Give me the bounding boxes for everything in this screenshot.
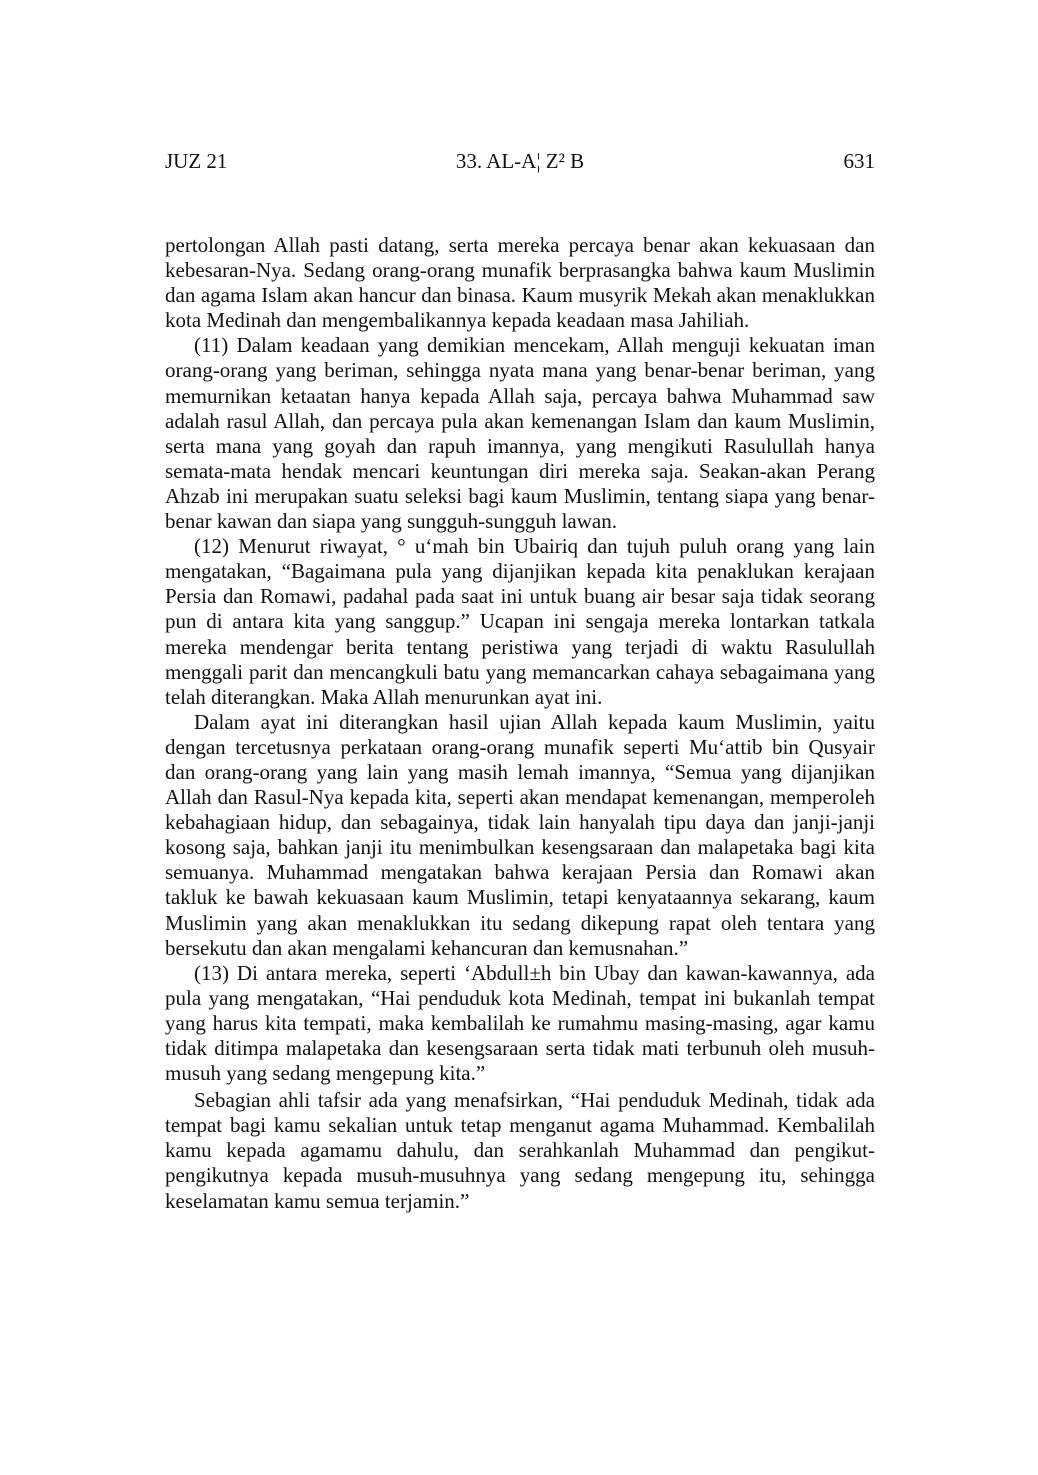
paragraph-verse-12: (12) Menurut riwayat, ° u‘mah bin Ubairiq dan tujuh puluh orang yang lain mengatakan, “Bagaimana pula yang dijanjikan kepada kita penaklukan kerajaan Persia dan Romawi, padahal pada saat ini untuk buang air besar saja tidak seorang pun di antara kita yang sanggup.” Ucapan ini sengaja mereka lontarkan tatkala mereka mendengar berita tentang peristiwa yang terjadi di waktu Rasulullah menggali parit dan mencangkuli batu yang memancarkan cahaya sebagaimana yang telah diterangkan. Maka Allah menurunkan ayat ini. — [165, 534, 875, 709]
surah-title: 33. AL-A¦ Z² B — [455, 149, 585, 173]
body-text — [165, 233, 875, 1214]
paragraph-continuation: pertolongan Allah pasti datang, serta mereka percaya benar akan kekuasaan dan kebesaran-Nya. Sedang orang-orang munafik berprasangka bahwa kaum Muslimin dan agama Islam akan hancur dan binasa. Kaum musyrik Mekah akan menaklukkan kota Medinah dan mengembalikannya kepada keadaan masa Jahiliah. — [165, 233, 875, 333]
juz-label: JUZ 21 — [165, 149, 228, 173]
paragraph-verse-13-tafsir: Sebagian ahli tafsir ada yang menafsirkan, “Hai penduduk Medinah, tidak ada tempat bagi kamu sekalian untuk tetap menganut agama Muhammad. Kembalilah kamu kepada agamamu dahulu, dan serahkanlah Muhammad dan pengikut-pengikutnya kepada musuh-musuhnya yang sedang mengepung itu, sehingga keselamatan kamu semua terjamin.” — [165, 1088, 875, 1213]
paragraph-verse-11: (11) Dalam keadaan yang demikian mencekam, Allah menguji kekuatan iman orang-orang yang beriman, sehingga nyata mana yang benar-benar beriman, yang memurnikan ketaatan hanya kepada Allah saja, percaya bahwa Muhammad saw adalah rasul Allah, dan percaya pula akan kemenangan Islam dan kaum Muslimin, serta mana yang goyah dan rapuh imannya, yang mengikuti Rasulullah hanya semata-mata hendak mencari keuntungan diri mereka saja. Seakan-akan Perang Ahzab ini merupakan suatu seleksi bagi kaum Muslimin, tentang siapa yang benar-benar kawan dan siapa yang sungguh-sungguh lawan. — [165, 333, 875, 534]
page-number: 631 — [843, 149, 875, 173]
paragraph-verse-13: (13) Di antara mereka, seperti ‘Abdull±h bin Ubay dan kawan-kawannya, ada pula yang mengatakan, “Hai penduduk kota Medinah, tempat ini bukanlah tempat yang harus kita tempati, maka kembalilah ke rumahmu masing-masing, agar kamu tidak ditimpa malapetaka dan kesengsaraan serta tidak mati terbunuh oleh musuh-musuh yang sedang mengepung kita.” — [165, 960, 875, 1086]
page-header — [165, 146, 875, 176]
paragraph-verse-12-explanation: Dalam ayat ini diterangkan hasil ujian Allah kepada kaum Muslimin, yaitu dengan tercetusnya perkataan orang-orang munafik seperti Mu‘attib bin Qusyair dan orang-orang yang lain yang masih lemah imannya, “Semua yang dijanjikan Allah dan Rasul-Nya kepada kita, seperti akan mendapat kemenangan, memperoleh kebahagiaan hidup, dan sebagainya, tidak lain hanyalah tipu daya dan janji-janji kosong saja, bahkan janji itu menimbulkan kesengsaraan dan malapetaka bagi kita semuanya. Muhammad mengatakan bahwa kerajaan Persia dan Romawi akan takluk ke bawah kekuasaan kaum Muslimin, tetapi kenyataannya sekarang, kaum Muslimin yang akan menaklukkan itu sedang dikepung rapat oleh tentara yang bersekutu dan akan mengalami kehancuran dan kemusnahan.” — [165, 709, 875, 960]
